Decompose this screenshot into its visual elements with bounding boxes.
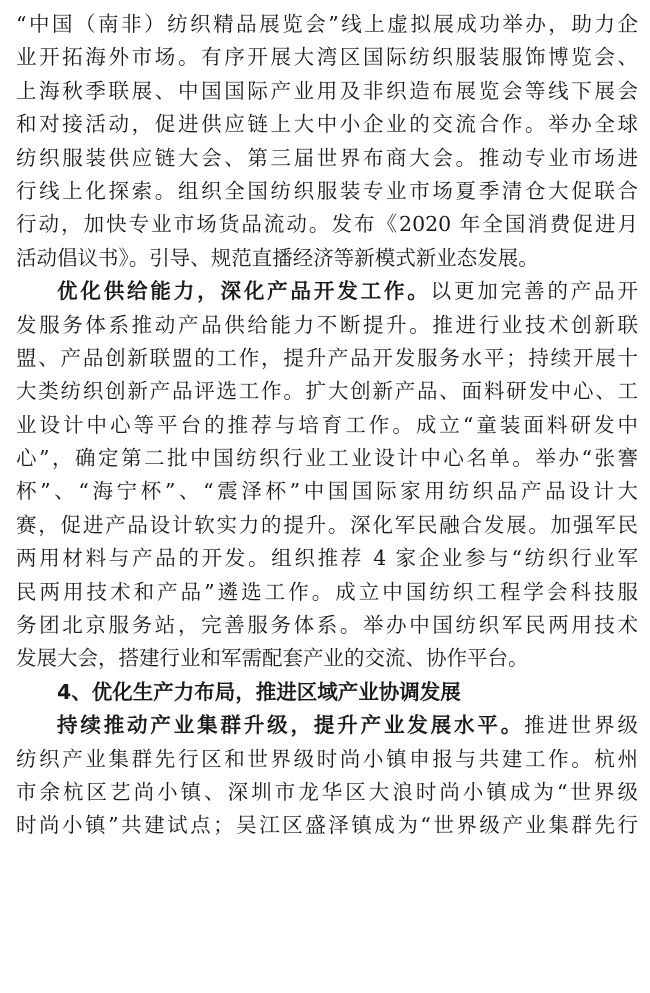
text-line: 行动，加快专业市场货品流动。发布《2020 年全国消费促进月 [16, 212, 638, 237]
text-line: 上海秋季联展、中国国际产业用及非织造布展览会等线下展会 [16, 78, 638, 103]
text-line: 两用材料与产品的开发。组织推荐 4 家企业参与“纺织行业军 [16, 546, 638, 571]
text-line: 和对接活动，促进供应链上大中小企业的交流合作。举办全球 [16, 112, 638, 137]
paragraph-heading-line: 持续推动产业集群升级，提升产业发展水平。推进世界级 [57, 713, 638, 738]
text-line: 行线上化探索。组织全国纺织服装专业市场夏季清仓大促联合 [16, 178, 638, 203]
text-line: 业开拓海外市场。有序开展大湾区国际纺织服装服饰博览会、 [16, 45, 638, 70]
text-line: 心”，确定第二批中国纺织行业工业设计中心名单。举办“张謇 [16, 446, 638, 471]
text-line: “中国（南非）纺织精品展览会”线上虚拟展成功举办，助力企 [16, 12, 638, 36]
text-body [16, 8, 638, 843]
text-line: 务团北京服务站，完善服务体系。举办中国纺织军民两用技术 [16, 613, 638, 638]
bold-lead: 持续推动产业集群升级，提升产业发展水平。 [57, 713, 525, 738]
text-line: 盟、产品创新联盟的工作，提升产品开发服务水平；持续开展十 [16, 345, 638, 370]
text-line: 纺织服装供应链大会、第三届世界布商大会。推动专业市场进 [16, 145, 638, 170]
text-line: 大类纺织创新产品评选工作。扩大创新产品、面料研发中心、工 [16, 379, 638, 404]
text-line: 发服务体系推动产品供给能力不断提升。推进行业技术创新联 [16, 312, 638, 337]
text-line: 纺织产业集群先行区和世界级时尚小镇申报与共建工作。杭州 [16, 746, 638, 771]
text-line: 业设计中心等平台的推荐与培育工作。成立“童装面料研发中 [16, 412, 638, 437]
text-line: 民两用技术和产品”遴选工作。成立中国纺织工程学会科技服 [16, 579, 638, 604]
section-heading-text: 4、优化生产力布局，推进区域产业协调发展 [57, 679, 461, 704]
section-heading [16, 676, 638, 709]
text-line: 赛，促进产品设计软实力的提升。深化军民融合发展。加强军民 [16, 512, 638, 537]
paragraph-heading-line: 优化供给能力，深化产品开发工作。以更加完善的产品开 [57, 279, 638, 304]
text-line: 市余杭区艺尚小镇、深圳市龙华区大浪时尚小镇成为“世界级 [16, 779, 638, 804]
text-line: 活动倡议书》。引导、规范直播经济等新模式新业态发展。 [16, 245, 539, 270]
text-line: 发展大会，搭建行业和军需配套产业的交流、协作平台。 [16, 646, 529, 671]
text-line: 时尚小镇”共建试点；吴江区盛泽镇成为“世界级产业集群先行 [16, 813, 638, 838]
text-line: 杯”、“海宁杯”、“震泽杯”中国国际家用纺织品产品设计大 [16, 479, 638, 504]
bold-lead: 优化供给能力，深化产品开发工作。 [57, 279, 431, 304]
